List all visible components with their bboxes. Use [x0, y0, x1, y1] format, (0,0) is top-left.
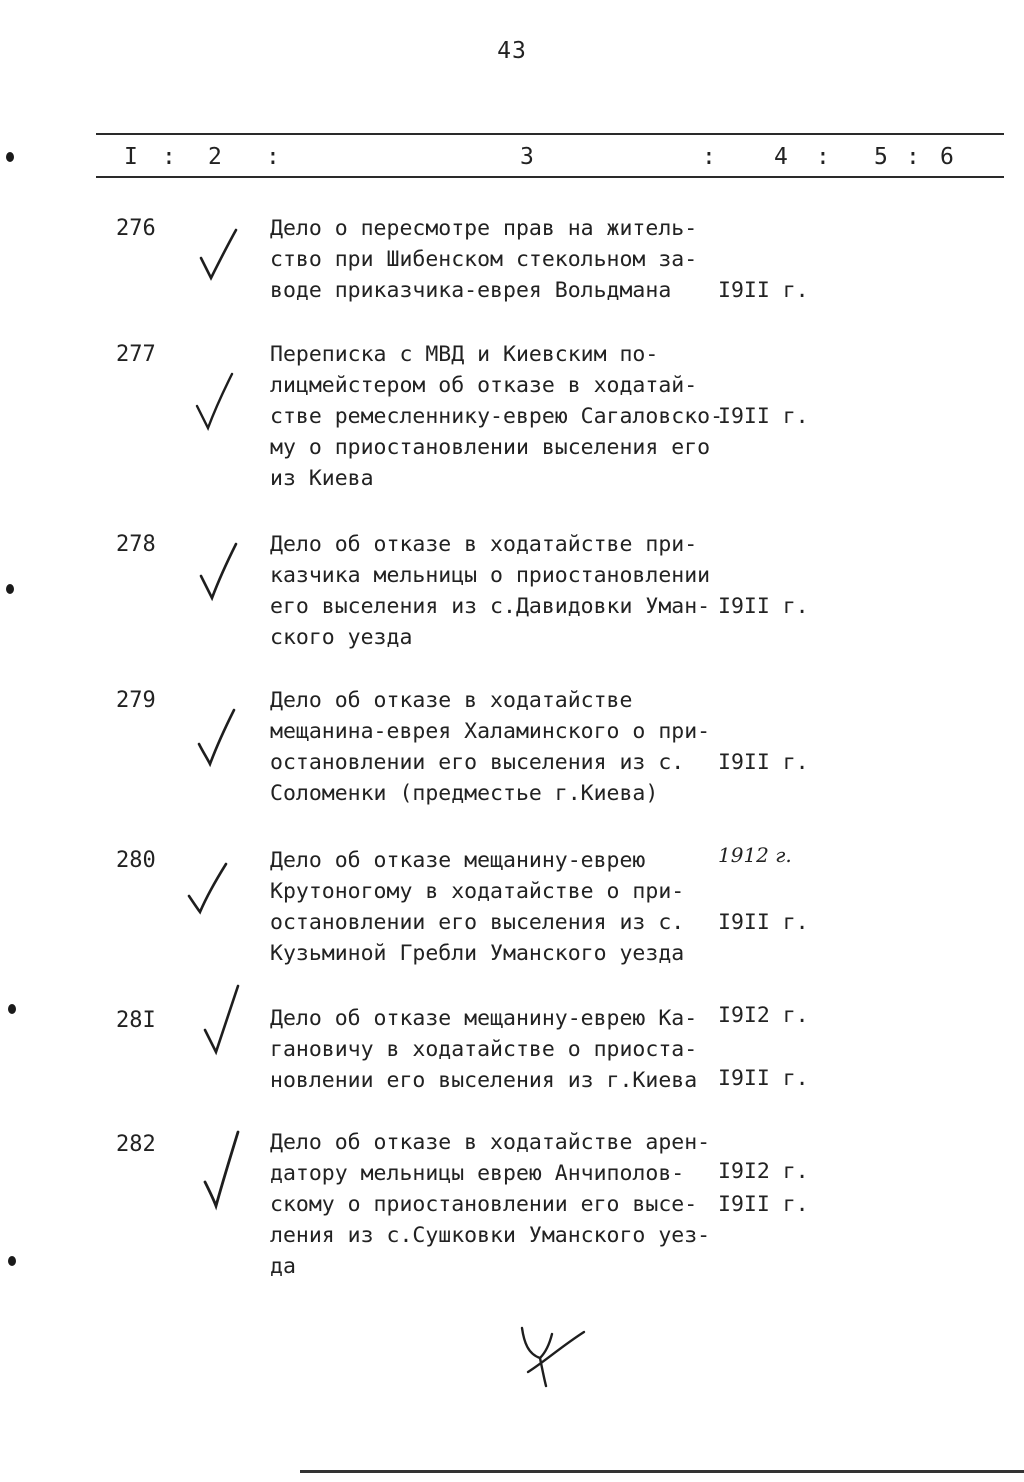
text-line: Дело об отказе мещанину-еврею — [270, 848, 646, 873]
entry-description — [270, 1127, 730, 1282]
year-value: I9II г. — [718, 594, 809, 619]
header-col-3: 3 — [520, 144, 534, 170]
text-line: ство при Шибенском стекольном за- — [270, 247, 698, 272]
header-separator-4: : — [816, 144, 830, 170]
header-col-5: 5 — [874, 144, 888, 170]
text-line: гановичу в ходатайстве о приоста- — [270, 1037, 698, 1062]
text-line: новлении его выселения из г.Киева — [270, 1068, 698, 1093]
check-mark-icon — [196, 706, 238, 768]
text-line: му о приостановлении выселения его — [270, 435, 711, 460]
year-value: I9II г. — [718, 404, 809, 429]
text-line: Дело об отказе в ходатайстве арен- — [270, 1130, 711, 1155]
entry-description — [270, 845, 730, 969]
text-line: Крутоногому в ходатайстве о при- — [270, 879, 685, 904]
entry-number: 278 — [116, 532, 156, 557]
text-line: воде приказчика-еврея Вольдмана — [270, 278, 672, 303]
check-mark-icon — [198, 540, 240, 604]
text-line: мещанина-еврея Халаминского о при- — [270, 719, 711, 744]
year-value: I9II г. — [718, 1192, 809, 1217]
entry-description — [270, 339, 730, 494]
text-line: скому о приостановлении его высе- — [270, 1192, 698, 1217]
entry-number: 28I — [116, 1008, 156, 1033]
year-value: I9II г. — [718, 1066, 809, 1091]
header-bottom-rule — [96, 176, 1004, 178]
header-separator-5: : — [906, 144, 920, 170]
header-col-2: 2 — [208, 144, 222, 170]
text-line: Соломенки (предместье г.Киева) — [270, 781, 659, 806]
binder-hole — [8, 1256, 16, 1266]
year-value: I9II г. — [718, 910, 809, 935]
entry-description — [270, 213, 730, 306]
page-number: 43 — [497, 38, 527, 64]
entry-number: 277 — [116, 342, 156, 367]
text-line: датору мельницы еврею Анчиполов- — [270, 1161, 685, 1186]
entry-number: 282 — [116, 1132, 156, 1157]
text-line: ского уезда — [270, 625, 413, 650]
text-line: да — [270, 1254, 296, 1279]
header-col-4: 4 — [774, 144, 788, 170]
bottom-rule — [300, 1470, 1024, 1473]
binder-hole — [6, 152, 14, 162]
entry-years — [718, 529, 809, 684]
year-value: I9I2 г. — [718, 1159, 809, 1184]
year-value: I9I2 г. — [718, 1003, 809, 1028]
text-line: ления из с.Сушковки Уманского уез- — [270, 1223, 711, 1248]
entry-number: 280 — [116, 848, 156, 873]
text-line: стве ремесленнику-еврею Сагаловско- — [270, 404, 724, 429]
check-mark-icon — [202, 982, 244, 1058]
header-separator-2: : — [266, 144, 280, 170]
entry-years — [718, 339, 809, 494]
text-line: Дело об отказе мещанину-еврею Ка- — [270, 1006, 698, 1031]
check-mark-icon — [202, 1128, 244, 1212]
entry-number: 279 — [116, 688, 156, 713]
entry-years — [718, 1127, 809, 1282]
text-line: Дело о пересмотре прав на житель- — [270, 216, 698, 241]
entry-description — [270, 685, 730, 809]
text-line: лицмейстером об отказе в ходатай- — [270, 373, 698, 398]
text-line: остановлении его выселения из с. — [270, 910, 685, 935]
signature-icon — [500, 1322, 590, 1392]
entry-number: 276 — [116, 216, 156, 241]
binder-hole — [8, 1004, 16, 1014]
year-value: I9II г. — [718, 278, 809, 303]
handwritten-year-value: 1912 г. — [718, 843, 792, 867]
header-col-6: 6 — [940, 144, 954, 170]
year-value: I9II г. — [718, 750, 809, 775]
entry-description — [270, 1003, 730, 1096]
check-mark-icon — [186, 860, 230, 916]
text-line: Кузьминой Гребли Уманского уезда — [270, 941, 685, 966]
text-line: Переписка с МВД и Киевским по- — [270, 342, 659, 367]
text-line: Дело об отказе в ходатайстве при- — [270, 532, 698, 557]
check-mark-icon — [194, 370, 236, 434]
text-line: его выселения из с.Давидовки Уман- — [270, 594, 711, 619]
text-line: остановлении его выселения из с. — [270, 750, 685, 775]
binder-hole — [6, 584, 14, 594]
entry-description — [270, 529, 730, 653]
text-line: Дело об отказе в ходатайстве — [270, 688, 633, 713]
header-separator-1: : — [162, 144, 176, 170]
check-mark-icon — [198, 226, 240, 284]
header-separator-3: : — [702, 144, 716, 170]
header-top-rule — [96, 133, 1004, 135]
text-line: из Киева — [270, 466, 374, 491]
header-col-1: I — [124, 144, 138, 170]
text-line: казчика мельницы о приостановлении — [270, 563, 711, 588]
